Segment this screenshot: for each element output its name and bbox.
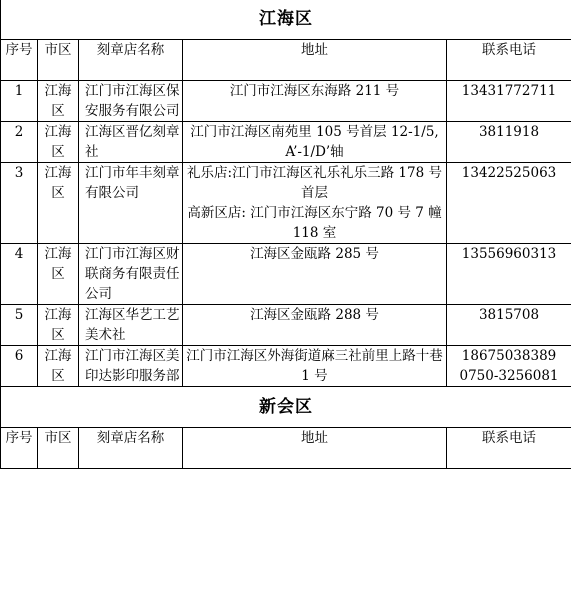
row-address xyxy=(183,81,447,122)
row-address xyxy=(183,346,447,387)
header-name: 刻章店名称 xyxy=(79,428,183,469)
row-address xyxy=(183,244,447,305)
table-row xyxy=(1,81,571,122)
district-row xyxy=(1,0,571,40)
row-address xyxy=(183,305,447,346)
table-row xyxy=(1,244,571,305)
header-phone: 联系电话 xyxy=(447,428,571,469)
row-index: 6 xyxy=(1,346,38,387)
address-line: 江门市江海区外海街道麻三社前里上路十巷 1 号 xyxy=(186,348,443,384)
table-row xyxy=(1,346,571,387)
phone-number: 18675038389 xyxy=(461,348,557,364)
address-line: 高新区店: 江门市江海区东宁路 70 号 7 幢 118 室 xyxy=(187,205,442,241)
phone-number: 13422525063 xyxy=(461,165,557,181)
row-index: 4 xyxy=(1,244,38,305)
row-city: 江海区 xyxy=(38,346,79,387)
row-address xyxy=(183,163,447,244)
row-city: 江海区 xyxy=(38,305,79,346)
table-row xyxy=(1,122,571,163)
phone-number: 13556960313 xyxy=(461,246,557,262)
row-city: 江海区 xyxy=(38,81,79,122)
header-city: 市区 xyxy=(38,40,79,81)
row-index: 3 xyxy=(1,163,38,244)
phone-number: 3811918 xyxy=(478,124,540,140)
row-city: 江海区 xyxy=(38,163,79,244)
header-phone: 联系电话 xyxy=(447,40,571,81)
header-address: 地址 xyxy=(183,428,447,469)
row-phone xyxy=(447,81,571,122)
header-index: 序号 xyxy=(1,428,38,469)
row-address xyxy=(183,122,447,163)
address-line: 江门市江海区东海路 211 号 xyxy=(229,83,400,99)
row-shop-name: 江门市年丰刻章有限公司 xyxy=(79,163,183,244)
phone-number: 13431772711 xyxy=(461,83,557,99)
row-index: 1 xyxy=(1,81,38,122)
row-shop-name: 江门市江海区保安服务有限公司 xyxy=(79,81,183,122)
row-shop-name: 江门市江海区财联商务有限责任公司 xyxy=(79,244,183,305)
row-city: 江海区 xyxy=(38,122,79,163)
address-line: 江海区金瓯路 285 号 xyxy=(250,246,379,262)
address-line: 江门市江海区南苑里 105 号首层 12-1/5,A’-1/D’轴 xyxy=(190,124,439,160)
phone-number: 3815708 xyxy=(478,307,540,323)
address-line: 江海区金瓯路 288 号 xyxy=(250,307,379,323)
row-shop-name: 江门市江海区美印达影印服务部 xyxy=(79,346,183,387)
header-city: 市区 xyxy=(38,428,79,469)
header-row xyxy=(1,428,571,469)
header-row xyxy=(1,40,571,81)
row-phone xyxy=(447,346,571,387)
row-phone xyxy=(447,244,571,305)
phone-number: 0750-3256081 xyxy=(459,368,559,384)
district-title: 新会区 xyxy=(1,387,571,428)
table-row xyxy=(1,305,571,346)
district-title: 江海区 xyxy=(1,0,571,40)
row-phone xyxy=(447,122,571,163)
row-shop-name: 江海区华艺工艺美术社 xyxy=(79,305,183,346)
district-row xyxy=(1,387,571,428)
header-name: 刻章店名称 xyxy=(79,40,183,81)
row-phone xyxy=(447,163,571,244)
row-city: 江海区 xyxy=(38,244,79,305)
address-line: 礼乐店:江门市江海区礼乐礼乐三路 178 号首层 xyxy=(187,165,442,201)
header-address: 地址 xyxy=(183,40,447,81)
row-index: 2 xyxy=(1,122,38,163)
table-row xyxy=(1,163,571,244)
header-index: 序号 xyxy=(1,40,38,81)
row-shop-name: 江海区晋亿刻章社 xyxy=(79,122,183,163)
row-index: 5 xyxy=(1,305,38,346)
row-phone xyxy=(447,305,571,346)
